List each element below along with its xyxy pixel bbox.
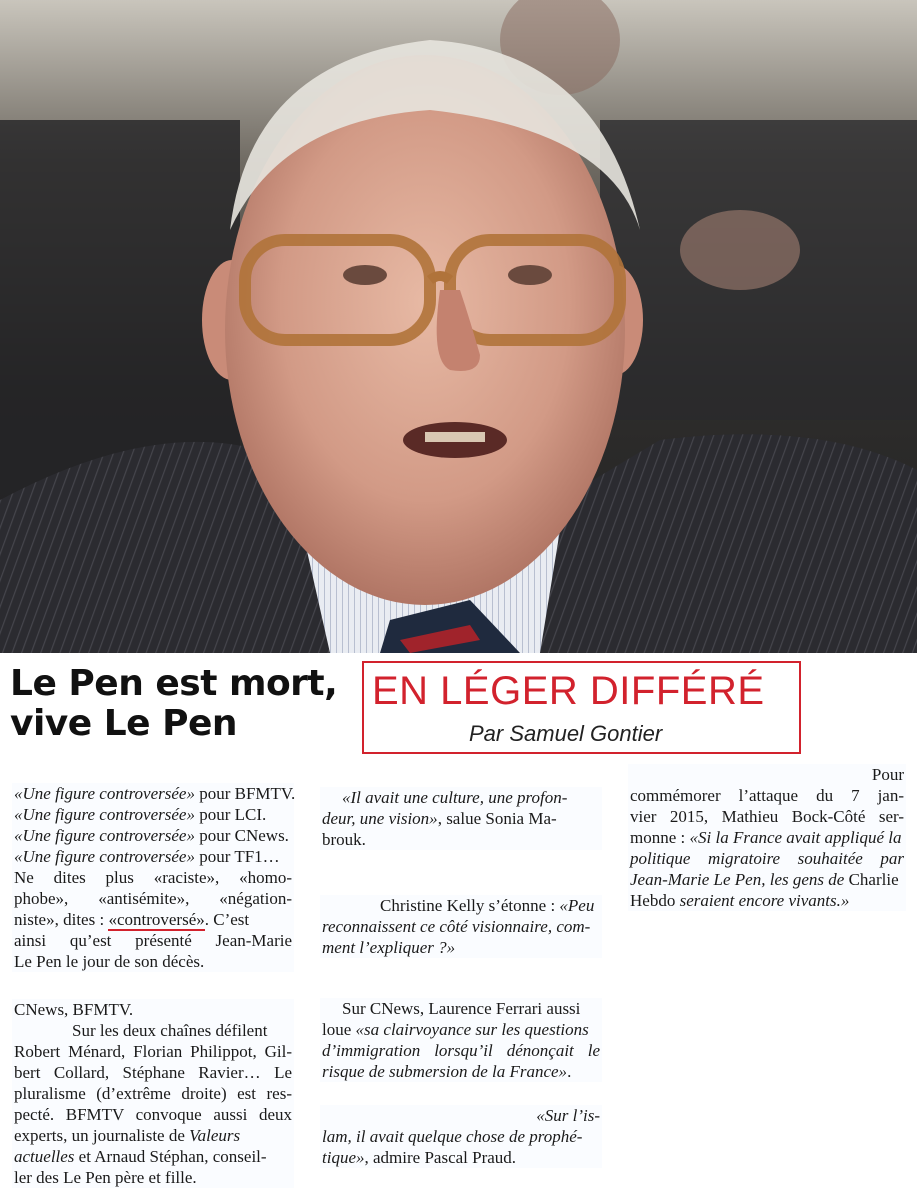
text: et Arnaud Stéphan, conseil- bbox=[74, 1147, 267, 1166]
quote-line: «Il avait une culture, une profon- bbox=[342, 788, 568, 807]
text-line: Pour bbox=[871, 765, 904, 784]
text-line: Ne dites plus «raciste», «homo- bbox=[14, 868, 292, 887]
quote: «Si la France avait appliqué la bbox=[689, 828, 902, 847]
text-line: pluralisme (d’extrême droite) est res- bbox=[14, 1084, 292, 1103]
quote: «Une figure controversée» bbox=[14, 805, 195, 824]
text: loue bbox=[322, 1020, 356, 1039]
quote-line: politique migratoire souhaitée par bbox=[630, 849, 904, 868]
rubric-author: Par Samuel Gontier bbox=[469, 721, 663, 746]
paragraph bbox=[12, 999, 294, 1188]
text: experts, un journaliste de bbox=[14, 1126, 190, 1145]
text-line: CNews, BFMTV. bbox=[14, 1000, 134, 1019]
text-line: bert Collard, Stéphane Ravier… Le bbox=[14, 1063, 292, 1082]
text: , admire Pascal Praud. bbox=[364, 1148, 517, 1167]
text-line: Robert Ménard, Florian Philippot, Gil- bbox=[14, 1042, 292, 1061]
text: . C’est bbox=[204, 910, 250, 929]
text: Christine Kelly s’étonne : bbox=[380, 896, 560, 915]
text: Hebdo bbox=[630, 891, 676, 910]
quote: «Peu bbox=[559, 896, 595, 915]
quote: «Une figure controversée» bbox=[14, 847, 195, 866]
quote-line: reconnaissent ce côté visionnaire, com- bbox=[322, 917, 591, 936]
quote: tique» bbox=[322, 1148, 365, 1167]
text: , salue Sonia Ma- bbox=[437, 809, 557, 828]
quote-line: d’immigration lorsqu’il dénonçait le bbox=[322, 1041, 600, 1060]
text: pour TF1… bbox=[194, 847, 280, 866]
paragraph bbox=[320, 895, 602, 958]
quote: deur, une vision» bbox=[322, 809, 438, 828]
quote: «sa clairvoyance sur les questions bbox=[355, 1020, 589, 1039]
rubric-title: EN LÉGER DIFFÉRÉ bbox=[372, 669, 765, 713]
text-line: ler des Le Pen père et fille. bbox=[14, 1168, 197, 1187]
headline-line-2: vive Le Pen bbox=[10, 703, 238, 744]
paragraph bbox=[628, 764, 906, 911]
column-1 bbox=[12, 783, 294, 1188]
quote: «Une figure controversée» bbox=[14, 826, 195, 845]
paragraph bbox=[320, 787, 602, 850]
underlined-word: «controversé» bbox=[108, 910, 205, 929]
article-headline bbox=[10, 664, 337, 744]
text: pour BFMTV. bbox=[194, 784, 296, 803]
publication-name: actuelles bbox=[14, 1147, 75, 1166]
paragraph bbox=[320, 1105, 602, 1168]
publication-name: Valeurs bbox=[189, 1126, 241, 1145]
text-line: Le Pen le jour de son décès. bbox=[14, 952, 205, 971]
rubric-box bbox=[362, 661, 801, 754]
headline-line-1: Le Pen est mort, bbox=[10, 663, 338, 704]
quote: «Une figure controversée» bbox=[14, 784, 195, 803]
quote-line: lam, il avait quelque chose de prophé- bbox=[322, 1127, 583, 1146]
quote-line: «Sur l’is- bbox=[536, 1106, 600, 1125]
text-line: pecté. BFMTV convoque aussi deux bbox=[14, 1105, 292, 1124]
quote: Jean-Marie Le Pen, les gens de bbox=[630, 870, 849, 889]
text-line: Sur CNews, Laurence Ferrari aussi bbox=[342, 999, 581, 1018]
paragraph bbox=[320, 998, 602, 1082]
text: Charlie bbox=[848, 870, 899, 889]
quote: seraient encore vivants.» bbox=[675, 891, 850, 910]
text: pour LCI. bbox=[194, 805, 267, 824]
quote-line: ment l’expliquer ?» bbox=[322, 938, 456, 957]
column-2 bbox=[320, 787, 602, 1168]
text: pour CNews. bbox=[194, 826, 289, 845]
text-line: commémorer l’attaque du 7 jan- bbox=[630, 786, 904, 805]
paragraph bbox=[12, 783, 294, 972]
quote: risque de submersion de la France» bbox=[322, 1062, 568, 1081]
text: niste», dites : bbox=[14, 910, 109, 929]
column-3 bbox=[628, 764, 906, 911]
text: . bbox=[567, 1062, 572, 1081]
text: monne : bbox=[630, 828, 690, 847]
text-line: brouk. bbox=[322, 830, 366, 849]
text-line: Sur les deux chaînes défilent bbox=[72, 1021, 268, 1040]
text-line: phobe», «antisémite», «négation- bbox=[14, 889, 292, 908]
text-line: ainsi qu’est présenté Jean-Marie bbox=[14, 931, 292, 950]
text-line: vier 2015, Mathieu Bock-Côté ser- bbox=[630, 807, 904, 826]
